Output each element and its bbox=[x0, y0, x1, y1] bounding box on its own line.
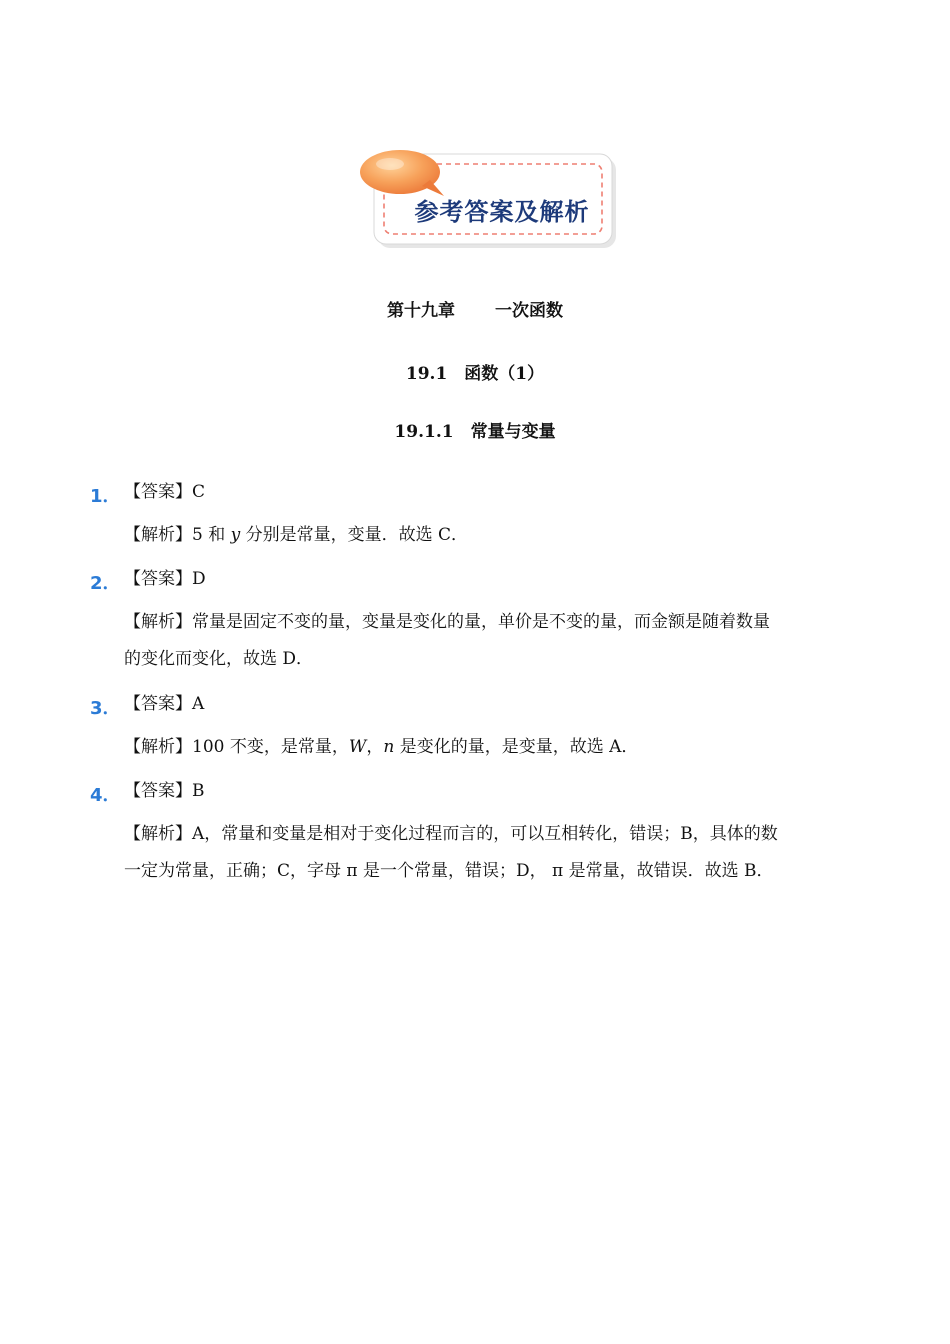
analysis-text: 是变化的量，是变量，故选 A． bbox=[394, 737, 639, 757]
answers-banner bbox=[352, 146, 622, 252]
answer-line: 【答案】A bbox=[124, 694, 205, 714]
analysis-line bbox=[124, 729, 864, 766]
analysis-text: 【解析】5 和 bbox=[124, 525, 231, 545]
answer-line: 【答案】B bbox=[124, 781, 205, 801]
answer-line: 【答案】D bbox=[124, 569, 206, 589]
question-number: 1． bbox=[90, 486, 121, 507]
chapter-number: 第十九章 bbox=[387, 301, 455, 321]
question-number: 3． bbox=[90, 698, 121, 719]
analysis-text: 分别是常量，变量．故选 C． bbox=[240, 525, 469, 545]
answer-line: 【答案】C bbox=[124, 482, 206, 502]
variable: W bbox=[348, 737, 367, 757]
analysis-line bbox=[124, 517, 864, 554]
banner-title: 参考答案及解析 bbox=[414, 198, 590, 226]
chapter-name: 一次函数 bbox=[495, 301, 563, 321]
analysis-line-continued: 一定为常量，正确；C，字母 π 是一个常量，错误；D， π 是常量，故错误．故选 B． bbox=[124, 861, 774, 881]
analysis-text: ， bbox=[366, 737, 384, 757]
question-number: 2． bbox=[90, 573, 121, 594]
subsection-heading: 19.1.1 常量与变量 bbox=[394, 422, 556, 442]
variable: y bbox=[230, 525, 241, 545]
variable: n bbox=[383, 737, 395, 757]
analysis-text: 【解析】100 不变，是常量， bbox=[124, 737, 349, 757]
question-number: 4． bbox=[90, 785, 121, 806]
chapter-heading bbox=[0, 296, 950, 321]
section-heading: 19.1 函数（1） bbox=[405, 364, 545, 384]
analysis-line-continued: 的变化而变化，故选 D． bbox=[124, 649, 314, 669]
analysis-line: 【解析】常量是固定不变的量，变量是变化的量，单价是不变的量，而金额是随着数量 bbox=[124, 612, 770, 632]
analysis-line: 【解析】A，常量和变量是相对于变化过程而言的，可以互相转化，错误；B，具体的数 bbox=[124, 824, 778, 844]
